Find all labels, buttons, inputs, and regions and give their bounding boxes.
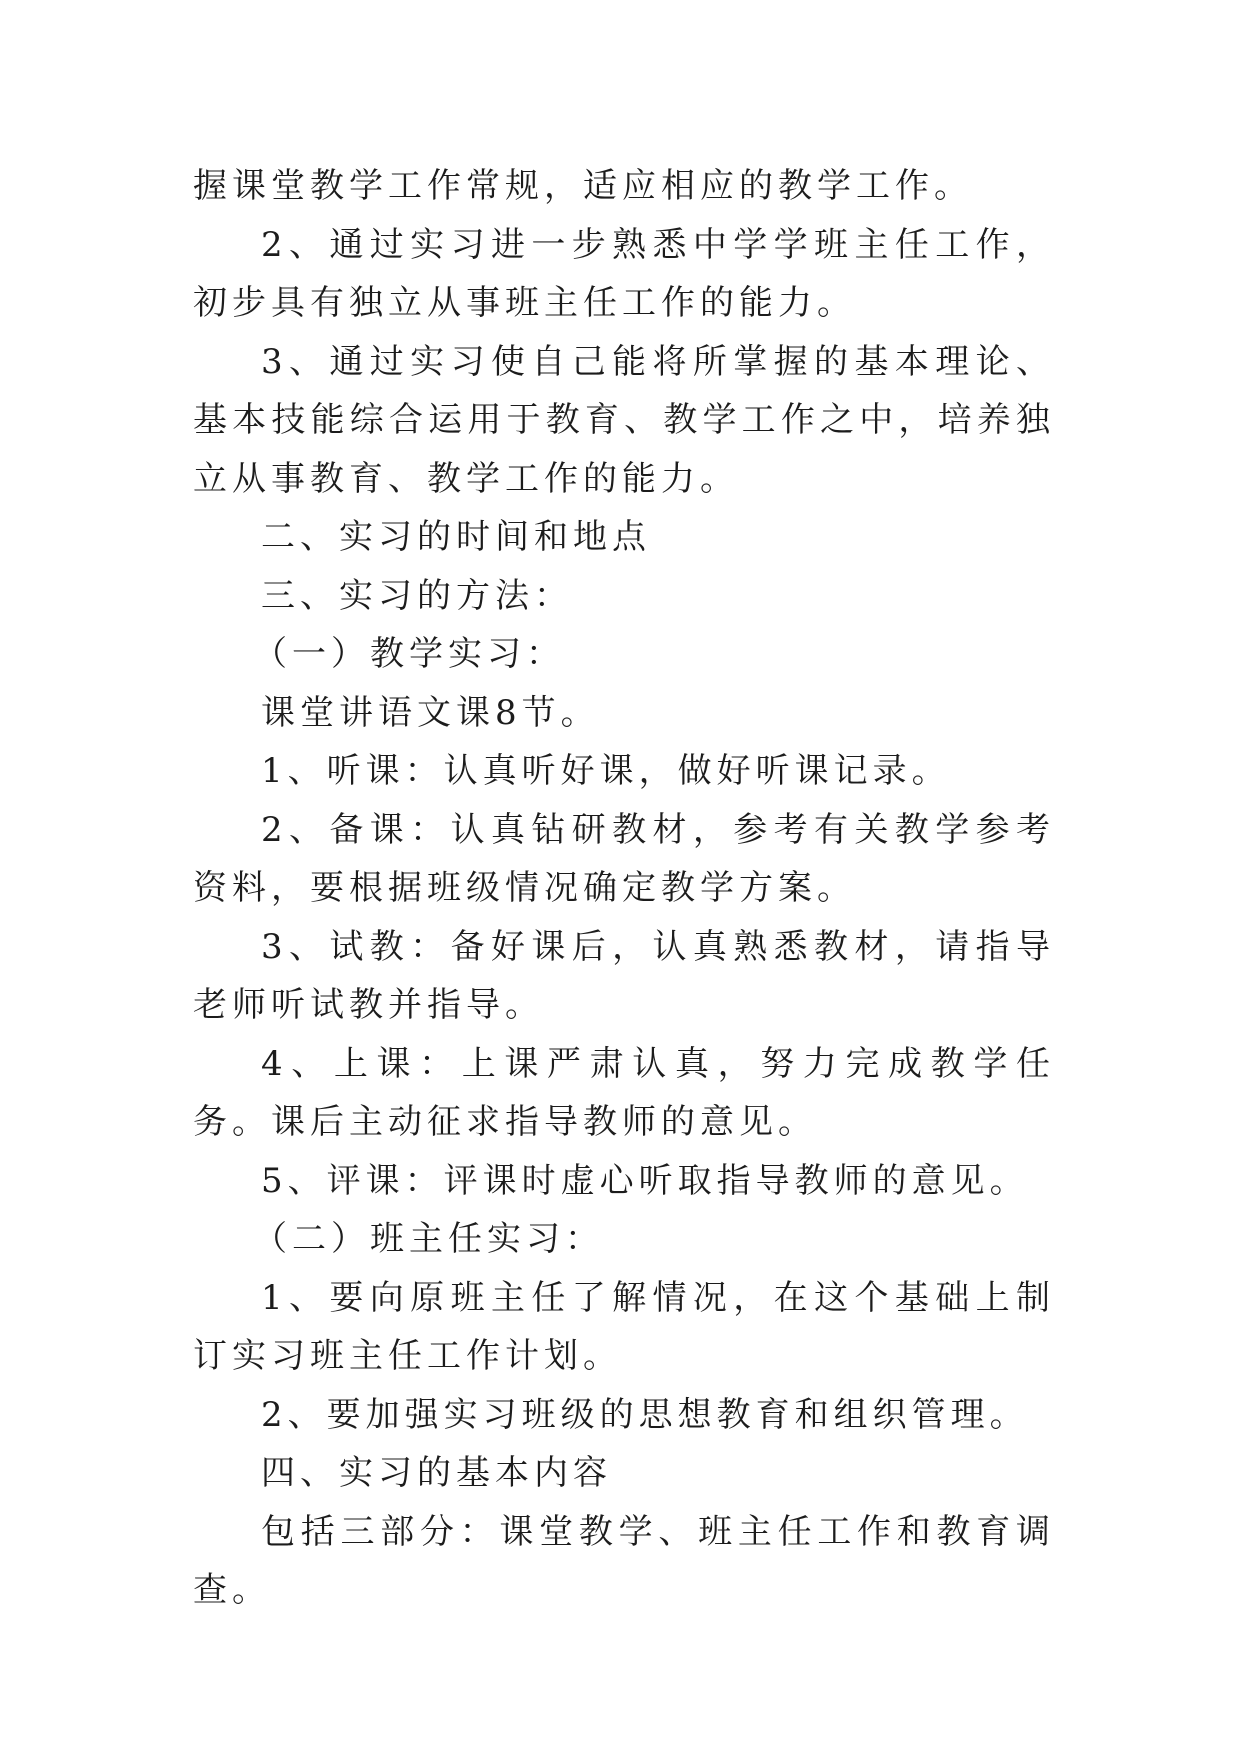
document-body (193, 157, 1055, 1620)
paragraph-goal-2: 2、通过实习进一步熟悉中学学班主任工作，初步具有独立从事班主任工作的能力。 (193, 224, 1055, 323)
heading-basic-content: 四、实习的基本内容 (261, 1453, 612, 1493)
paragraph-evaluate: 5、评课：评课时虚心听取指导教师的意见。 (261, 1160, 1029, 1201)
subheading-head-teacher-practice: （二）班主任实习： (253, 1219, 604, 1259)
paragraph-listen: 1、听课：认真听好课，做好听课记录。 (261, 751, 951, 791)
paragraph-three-parts: 包括三部分：课堂教学、班主任工作和教育调查。 (193, 1511, 1055, 1610)
paragraph-lessons: 课堂讲语文课8节。 (261, 692, 600, 733)
heading-methods: 三、实习的方法： (261, 575, 573, 616)
paragraph-continuation: 握课堂教学工作常规，适应相应的教学工作。 (193, 166, 973, 206)
paragraph-strengthen-education: 2、要加强实习班级的思想教育和组织管理。 (261, 1394, 1029, 1435)
heading-time-and-place: 二、实习的时间和地点 (261, 517, 651, 557)
paragraph-prepare: 2、备课：认真钻研教材，参考有关教学参考资料，要根据班级情况确定教学方案。 (193, 809, 1055, 908)
paragraph-understand-situation: 1、要向原班主任了解情况，在这个基础上制订实习班主任工作计划。 (193, 1277, 1055, 1376)
paragraph-trial-teaching: 3、试教：备好课后，认真熟悉教材，请指导老师听试教并指导。 (193, 926, 1055, 1025)
paragraph-goal-3: 3、通过实习使自己能将所掌握的基本理论、基本技能综合运用于教育、教学工作之中，培养独立从事教育、教学工作的能力。 (193, 341, 1055, 499)
paragraph-teach-class: 4、上课：上课严肃认真，努力完成教学任务。课后主动征求指导教师的意见。 (193, 1043, 1055, 1142)
subheading-teaching-practice: （一）教学实习： (253, 634, 565, 674)
